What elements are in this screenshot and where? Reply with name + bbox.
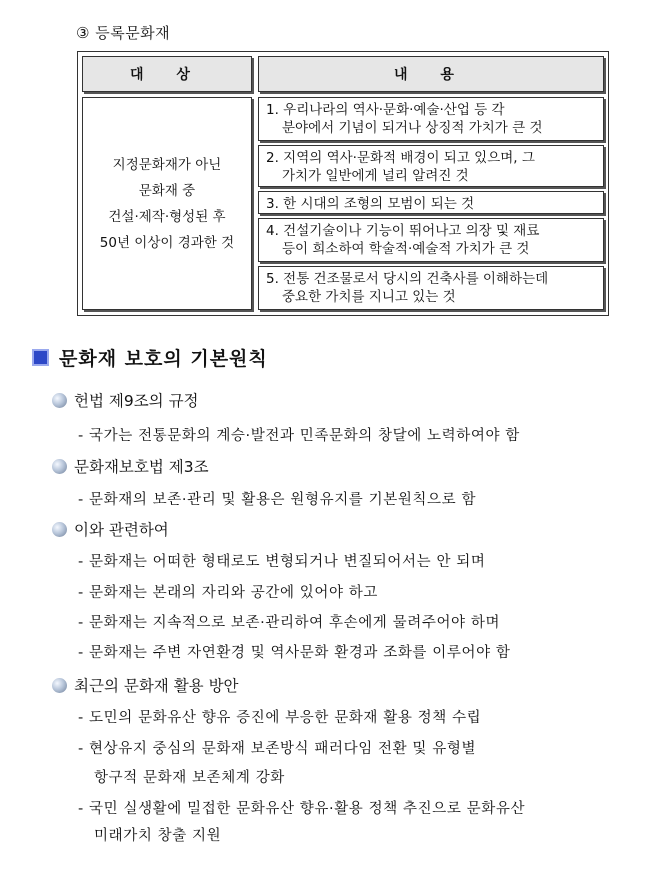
item-line: 중요한 가치를 지니고 있는 것 xyxy=(282,289,456,305)
bullet-item xyxy=(52,674,239,696)
table-header-content: 내 용 xyxy=(258,56,604,92)
sub-line: - 문화재의 보존·관리 및 활용은 원형유지를 기본원칙으로 함 xyxy=(78,492,477,508)
principles-title-text: 문화재 보호의 기본원칙 xyxy=(59,348,268,370)
table-header-subject: 대 상 xyxy=(82,56,252,92)
item-line: 5. 전통 건조물로서 당시의 건축사를 이해하는데 xyxy=(266,271,549,287)
bullet-item xyxy=(52,455,209,477)
subject-line: 지정문화재가 아닌 xyxy=(112,156,222,173)
subject-line: 건설·제작·형성된 후 xyxy=(108,208,226,225)
bullet-text: 최근의 문화재 활용 방안 xyxy=(74,677,239,695)
sphere-bullet-icon xyxy=(52,393,67,408)
bullet-item xyxy=(52,518,169,540)
item-line: 가치가 일반에게 널리 알려진 것 xyxy=(282,168,469,184)
sphere-bullet-icon xyxy=(52,459,67,474)
sub-line: 미래가치 창출 지원 xyxy=(94,828,222,844)
sphere-bullet-icon xyxy=(52,522,67,537)
item-line: 2. 지역의 역사·문화적 배경이 되고 있으며, 그 xyxy=(266,150,535,166)
sub-line: - 현상유지 중심의 문화재 보존방식 패러다임 전환 및 유형별 xyxy=(78,741,477,757)
sub-line: - 문화재는 지속적으로 보존·관리하여 후손에게 물려주어야 하며 xyxy=(78,615,501,631)
blue-square-icon xyxy=(32,349,49,366)
subject-line: 50년 이상이 경과한 것 xyxy=(99,234,235,251)
item-line: 등이 희소하여 학술적·예술적 가치가 큰 것 xyxy=(282,241,530,257)
content-item-3 xyxy=(258,191,604,214)
subject-cell xyxy=(82,97,252,310)
section-heading: ③ 등록문화재 xyxy=(76,24,171,42)
sub-line: - 국가는 전통문화의 계승·발전과 민족문화의 창달에 노력하여야 함 xyxy=(78,428,520,444)
bullet-text: 이와 관련하여 xyxy=(74,521,169,539)
sub-line: 항구적 문화재 보존체계 강화 xyxy=(94,770,285,786)
bullet-text: 헌법 제9조의 규정 xyxy=(74,392,199,410)
content-item-2 xyxy=(258,145,604,187)
sub-line: - 문화재는 어떠한 형태로도 변형되거나 변질되어서는 안 되며 xyxy=(78,554,486,570)
sub-line: - 국민 실생활에 밀접한 문화유산 향유·활용 정책 추진으로 문화유산 xyxy=(78,801,526,817)
sphere-bullet-icon xyxy=(52,678,67,693)
content-item-4 xyxy=(258,218,604,262)
principles-title xyxy=(32,344,268,371)
item-line: 분야에서 기념이 되거나 상징적 가치가 큰 것 xyxy=(282,120,543,136)
subject-line: 문화재 중 xyxy=(138,182,196,199)
content-item-1 xyxy=(258,97,604,141)
item-line: 1. 우리나라의 역사·문화·예술·산업 등 각 xyxy=(266,102,505,118)
bullet-text: 문화재보호법 제3조 xyxy=(74,458,209,476)
item-line: 3. 한 시대의 조형의 모범이 되는 것 xyxy=(266,196,475,212)
sub-line: - 문화재는 주변 자연환경 및 역사문화 환경과 조화를 이루어야 함 xyxy=(78,645,511,661)
sub-line: - 문화재는 본래의 자리와 공간에 있어야 하고 xyxy=(78,585,379,601)
content-item-5 xyxy=(258,266,604,310)
item-line: 4. 건설기술이나 기능이 뛰어나고 의장 및 재료 xyxy=(266,223,540,239)
bullet-item xyxy=(52,389,199,411)
registered-heritage-table xyxy=(77,51,609,316)
sub-line: - 도민의 문화유산 향유 증진에 부응한 문화재 활용 정책 수립 xyxy=(78,710,482,726)
